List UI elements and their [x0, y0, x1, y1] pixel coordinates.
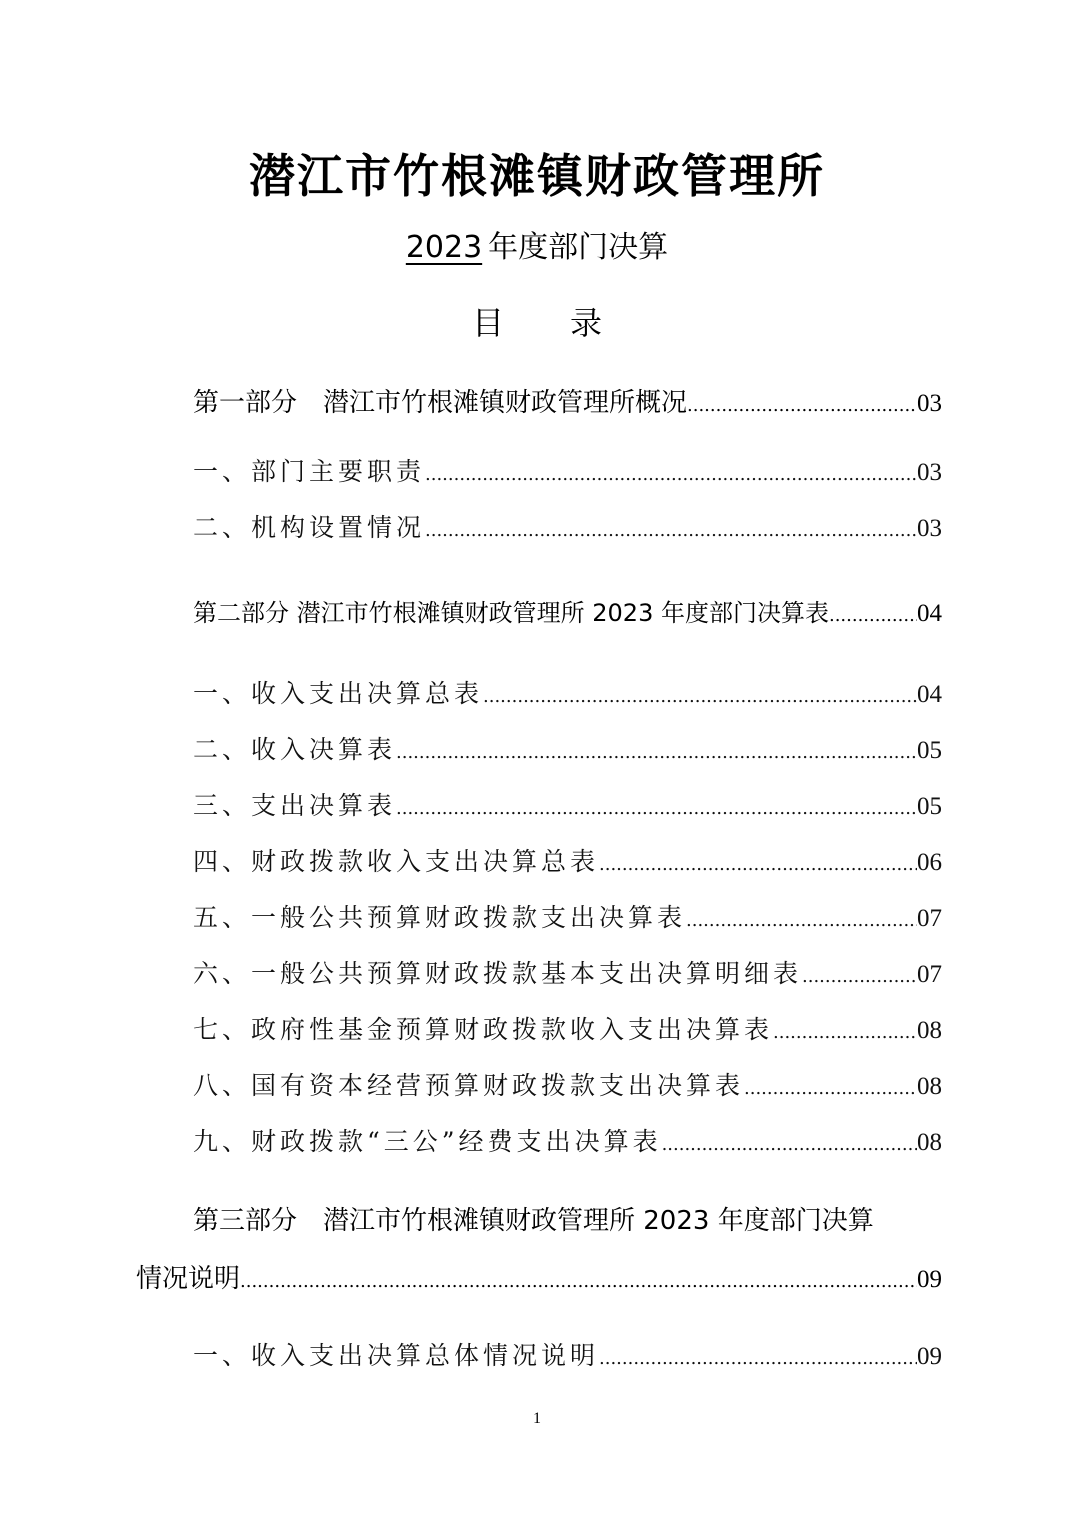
document-title: 潜江市竹根滩镇财政管理所 — [249, 149, 825, 203]
toc-entry[interactable] — [193, 842, 942, 878]
toc-part3-page: 09 — [917, 1266, 942, 1293]
leader-dots — [599, 1348, 917, 1369]
toc-entry[interactable] — [193, 786, 942, 822]
leader-dots — [686, 910, 917, 931]
toc-entry-label: 九、财政拨款“三公”经费支出决算表 — [193, 1127, 662, 1156]
toc-entry-page: 08 — [917, 1073, 942, 1100]
toc-entry-page: 06 — [917, 849, 942, 876]
toc-heading-right: 录 — [570, 304, 603, 342]
toc-entry-label: 八、国有资本经营预算财政拨款支出决算表 — [193, 1071, 745, 1100]
leader-dots — [240, 1271, 917, 1292]
toc-entry-label: 一、收入支出决算总体情况说明 — [193, 1341, 600, 1370]
toc-entry[interactable] — [193, 730, 942, 766]
leader-dots — [425, 464, 917, 485]
toc-entry-page: 04 — [917, 681, 942, 708]
toc-entry[interactable] — [193, 674, 942, 710]
toc-entry-page: 05 — [917, 737, 942, 764]
leader-dots — [599, 854, 917, 875]
toc-entry-page: 07 — [917, 905, 942, 932]
toc-part3-line1[interactable]: 第三部分 潜江市竹根滩镇财政管理所 2023 年度部门决算 — [193, 1206, 874, 1236]
subtitle-text: 年度部门决算 — [488, 230, 669, 265]
leader-dots — [425, 520, 917, 541]
toc-entry[interactable] — [193, 452, 942, 488]
toc-part2-page: 04 — [917, 600, 942, 627]
document-subtitle — [0, 222, 1074, 266]
toc-entry-page: 08 — [917, 1017, 942, 1044]
leader-dots — [773, 1022, 917, 1043]
toc-entry-label: 三、支出决算表 — [193, 791, 397, 820]
toc-entry[interactable] — [193, 1336, 942, 1372]
toc-entry-page: 03 — [917, 515, 942, 542]
toc-part3-label: 情况说明 — [136, 1264, 241, 1294]
toc-entry-page: 09 — [917, 1343, 942, 1370]
toc-entry-label: 四、财政拨款收入支出决算总表 — [193, 847, 600, 876]
leader-dots — [744, 1078, 917, 1099]
toc-entry-label: 七、政府性基金预算财政拨款收入支出决算表 — [193, 1015, 774, 1044]
toc-entry-label: 二、收入决算表 — [193, 735, 397, 764]
toc-part2-label: 第二部分 潜江市竹根滩镇财政管理所 2023 年度部门决算表 — [193, 599, 829, 627]
leader-dots — [802, 966, 917, 987]
toc-entry-page: 07 — [917, 961, 942, 988]
toc-part2[interactable] — [193, 593, 942, 628]
toc-entry[interactable] — [193, 508, 942, 544]
toc-entry[interactable] — [193, 954, 942, 990]
toc-entry[interactable] — [193, 1122, 942, 1158]
toc-entry[interactable] — [193, 1010, 942, 1046]
subtitle-year: 2023 — [405, 230, 483, 265]
toc-part1-page: 03 — [917, 390, 942, 417]
leader-dots — [396, 742, 917, 763]
leader-dots — [687, 395, 917, 416]
toc-entry[interactable] — [193, 898, 942, 934]
toc-entry-label: 五、一般公共预算财政拨款支出决算表 — [193, 903, 687, 932]
leader-dots — [396, 798, 917, 819]
toc-part1-label: 第一部分 潜江市竹根滩镇财政管理所概况 — [193, 388, 688, 418]
toc-entry-page: 08 — [917, 1129, 942, 1156]
toc-part3[interactable] — [136, 1258, 942, 1295]
toc-entry-page: 05 — [917, 793, 942, 820]
toc-entry-page: 03 — [917, 459, 942, 486]
toc-entry-label: 一、收入支出决算总表 — [193, 679, 484, 708]
toc-heading-left: 目 — [471, 304, 504, 342]
leader-dots — [662, 1134, 917, 1155]
page-number: 1 — [533, 1410, 541, 1427]
toc-entry-label: 二、机构设置情况 — [193, 513, 426, 542]
leader-dots — [483, 686, 917, 707]
toc-entry-label: 六、一般公共预算财政拨款基本支出决算明细表 — [193, 959, 803, 988]
toc-entry[interactable] — [193, 1066, 942, 1102]
toc-heading — [0, 298, 1074, 344]
toc-part1[interactable] — [193, 382, 942, 419]
leader-dots — [829, 605, 917, 626]
toc-entry-label: 一、部门主要职责 — [193, 457, 426, 486]
